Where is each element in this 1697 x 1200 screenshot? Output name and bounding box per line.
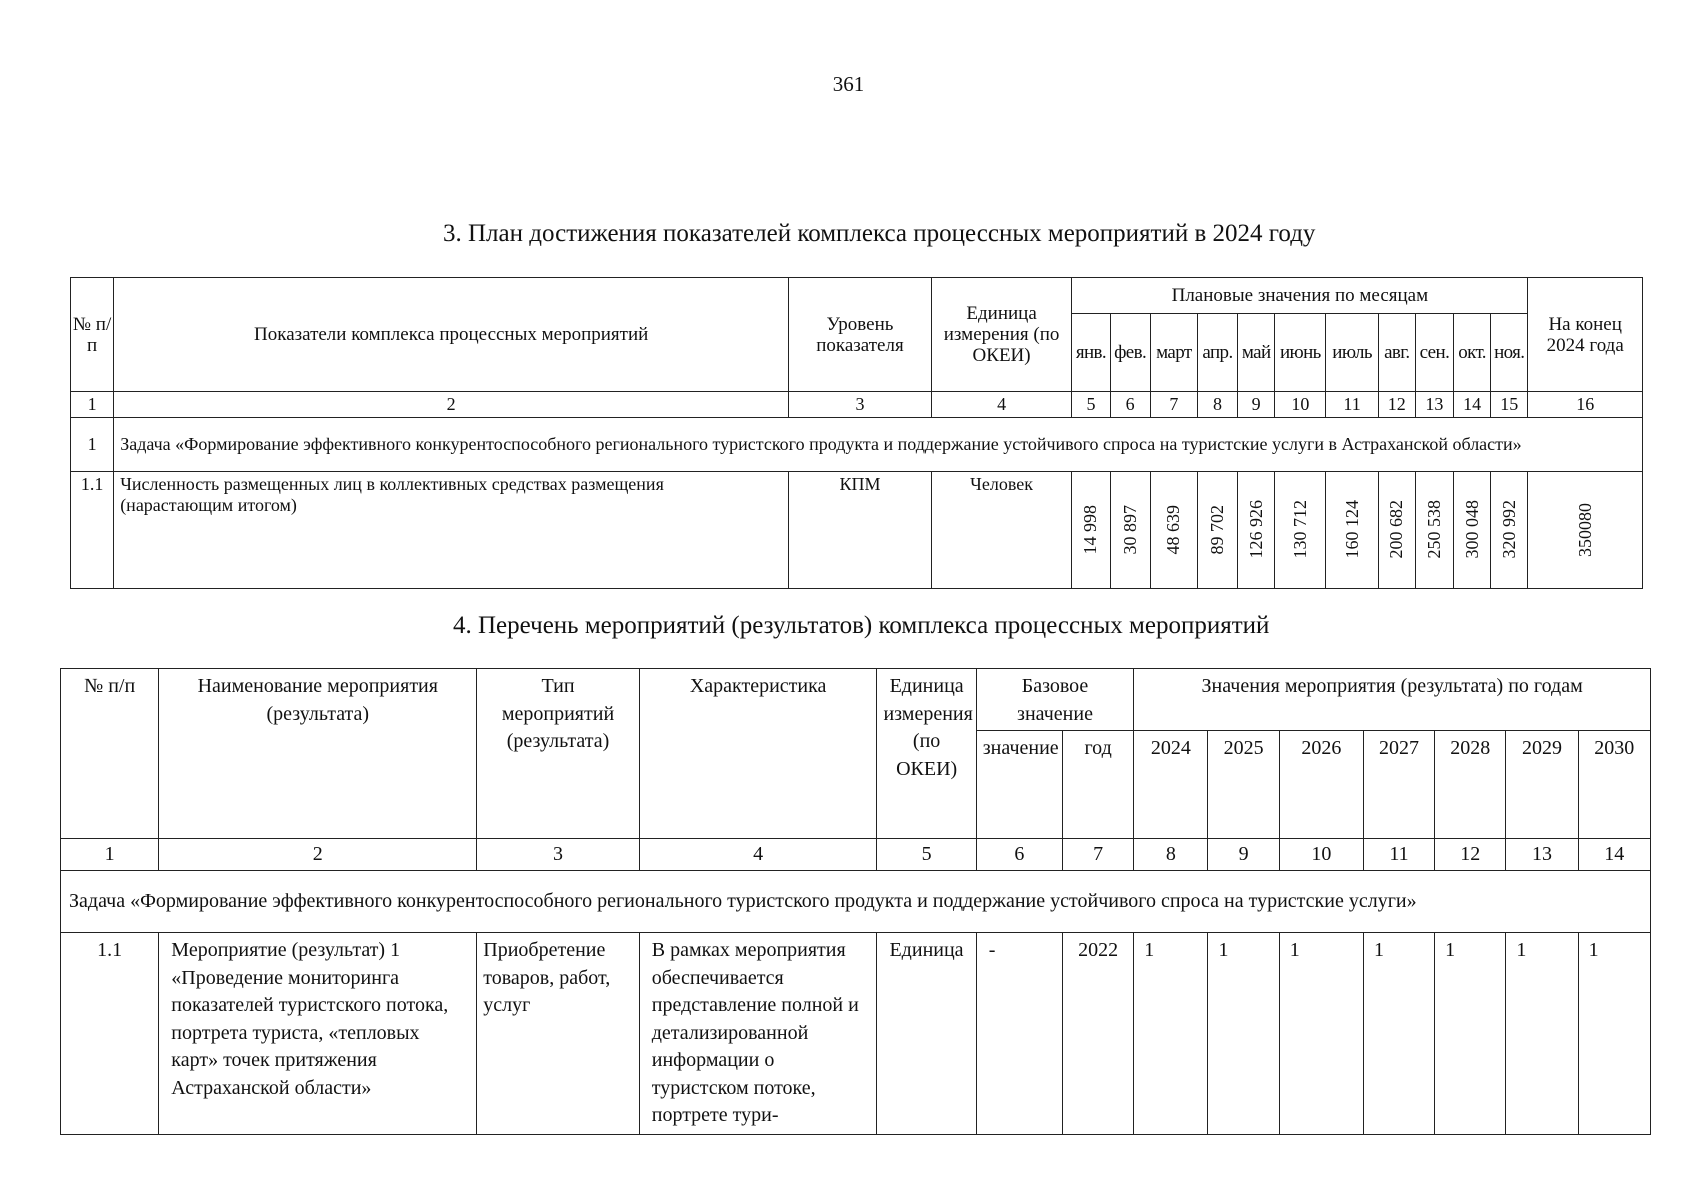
month-value: 14 998 xyxy=(1080,504,1101,555)
month-value: 30 897 xyxy=(1119,504,1140,555)
column-number: 2 xyxy=(114,392,789,418)
header-month: июнь xyxy=(1275,314,1326,392)
measure-type: Приобретение товаров, работ, услуг xyxy=(477,933,639,1135)
year-value: 1 xyxy=(1279,933,1363,1135)
header-base-value-value: значение xyxy=(976,731,1062,839)
column-number: 9 xyxy=(1208,839,1279,871)
year-value: 1 xyxy=(1435,933,1506,1135)
column-number: 4 xyxy=(931,392,1072,418)
column-number: 7 xyxy=(1150,392,1197,418)
column-number: 12 xyxy=(1378,392,1415,418)
measures-table xyxy=(60,668,1651,1135)
header-level: Уровень показателя xyxy=(789,278,932,392)
header-month: фев. xyxy=(1110,314,1150,392)
row-number: 1.1 xyxy=(61,933,159,1135)
header-year: 2027 xyxy=(1363,731,1434,839)
column-number: 1 xyxy=(71,392,114,418)
header-month: март xyxy=(1150,314,1197,392)
column-number: 12 xyxy=(1435,839,1506,871)
column-number: 15 xyxy=(1491,392,1528,418)
header-num: № п/п xyxy=(71,278,114,392)
month-value: 320 992 xyxy=(1498,500,1519,559)
header-year: 2030 xyxy=(1578,731,1650,839)
header-year: 2028 xyxy=(1435,731,1506,839)
column-number: 1 xyxy=(61,839,159,871)
column-number: 11 xyxy=(1326,392,1378,418)
column-number: 3 xyxy=(477,839,639,871)
year-value: 1 xyxy=(1578,933,1650,1135)
column-number: 5 xyxy=(877,839,976,871)
indicators-plan-table xyxy=(70,277,1643,589)
month-value: 160 124 xyxy=(1341,500,1362,559)
measure-name: Мероприятие (результат) 1 «Проведение мониторинга показателей туристского потока, портрета туриста, «тепловых карт» точек притяжения Астраханской области» xyxy=(159,933,477,1135)
month-value: 250 538 xyxy=(1423,500,1444,559)
column-number: 7 xyxy=(1063,839,1134,871)
header-base-year: год xyxy=(1063,731,1134,839)
header-month: авг. xyxy=(1378,314,1415,392)
column-number: 14 xyxy=(1454,392,1491,418)
column-number: 13 xyxy=(1506,839,1578,871)
header-year: 2024 xyxy=(1134,731,1208,839)
header-years-group: Значения мероприятия (результата) по годам xyxy=(1134,669,1651,731)
task-description: Задача «Формирование эффективного конкурентоспособного регионального туристского продукта и поддержание устойчивого спроса на туристские услуги в Астраханской области» xyxy=(114,418,1643,472)
header-unit: Единица измерения (по ОКЕИ) xyxy=(877,669,976,839)
month-value: 300 048 xyxy=(1461,500,1482,559)
page-number: 361 xyxy=(832,72,865,96)
column-number: 10 xyxy=(1275,392,1326,418)
header-month: апр. xyxy=(1197,314,1237,392)
column-number: 16 xyxy=(1528,392,1643,418)
header-month: ноя. xyxy=(1491,314,1528,392)
indicator-unit: Человек xyxy=(931,472,1072,589)
column-number: 5 xyxy=(1072,392,1110,418)
column-number: 6 xyxy=(1110,392,1150,418)
column-number: 4 xyxy=(639,839,877,871)
column-number: 10 xyxy=(1279,839,1363,871)
task-number: 1 xyxy=(71,418,114,472)
column-number: 14 xyxy=(1578,839,1650,871)
year-value: 1 xyxy=(1363,933,1434,1135)
section-3-title: 3. План достижения показателей комплекса процессных мероприятий в 2024 году xyxy=(443,220,1316,247)
header-month: окт. xyxy=(1454,314,1491,392)
base-value: - xyxy=(976,933,1062,1135)
header-characteristic: Характеристика xyxy=(639,669,877,839)
column-number: 9 xyxy=(1238,392,1275,418)
header-month: сен. xyxy=(1415,314,1453,392)
year-value: 1 xyxy=(1208,933,1279,1135)
month-value: 48 639 xyxy=(1163,504,1184,555)
month-value: 89 702 xyxy=(1207,504,1227,555)
header-indicator: Показатели комплекса процессных мероприятий xyxy=(114,278,789,392)
year-value: 1 xyxy=(1506,933,1578,1135)
column-number: 2 xyxy=(159,839,477,871)
end-of-year-value: 350080 xyxy=(1574,502,1595,557)
header-monthly-group: Плановые значения по месяцам xyxy=(1072,278,1528,314)
measure-characteristic: В рамках мероприятия обеспечивается представление полной и детализированной информации о туристском потоке, портрете тури- xyxy=(639,933,877,1135)
header-year: 2026 xyxy=(1279,731,1363,839)
header-end-of-year: На конец 2024 года xyxy=(1528,278,1643,392)
column-number: 8 xyxy=(1134,839,1208,871)
header-year: 2029 xyxy=(1506,731,1578,839)
header-num: № п/п xyxy=(61,669,159,839)
column-number: 11 xyxy=(1363,839,1434,871)
base-year: 2022 xyxy=(1063,933,1134,1135)
measure-unit: Единица xyxy=(877,933,976,1135)
month-value: 126 926 xyxy=(1245,500,1266,559)
header-measure-type: Тип мероприятий (результата) xyxy=(477,669,639,839)
task-description: Задача «Формирование эффективного конкурентоспособного регионального туристского продукта и поддержание устойчивого спроса на туристские услуги» xyxy=(61,871,1651,933)
month-value: 130 712 xyxy=(1289,500,1310,559)
header-base-value: Базовое значение xyxy=(976,669,1133,731)
header-unit: Единица измерения (по ОКЕИ) xyxy=(931,278,1072,392)
header-month: янв. xyxy=(1072,314,1110,392)
header-month: май xyxy=(1238,314,1275,392)
indicator-name: Численность размещенных лиц в коллективных средствах размещения (нарастающим итогом) xyxy=(114,472,789,589)
header-year: 2025 xyxy=(1208,731,1279,839)
section-4-title: 4. Перечень мероприятий (результатов) комплекса процессных мероприятий xyxy=(453,612,1270,639)
header-month: июль xyxy=(1326,314,1378,392)
column-number: 3 xyxy=(789,392,932,418)
row-number: 1.1 xyxy=(71,472,114,589)
month-value: 200 682 xyxy=(1386,500,1407,559)
column-number: 13 xyxy=(1415,392,1453,418)
header-measure-name: Наименование мероприятия (результата) xyxy=(159,669,477,839)
year-value: 1 xyxy=(1134,933,1208,1135)
indicator-level: КПМ xyxy=(789,472,932,589)
column-number: 8 xyxy=(1197,392,1237,418)
column-number: 6 xyxy=(976,839,1062,871)
